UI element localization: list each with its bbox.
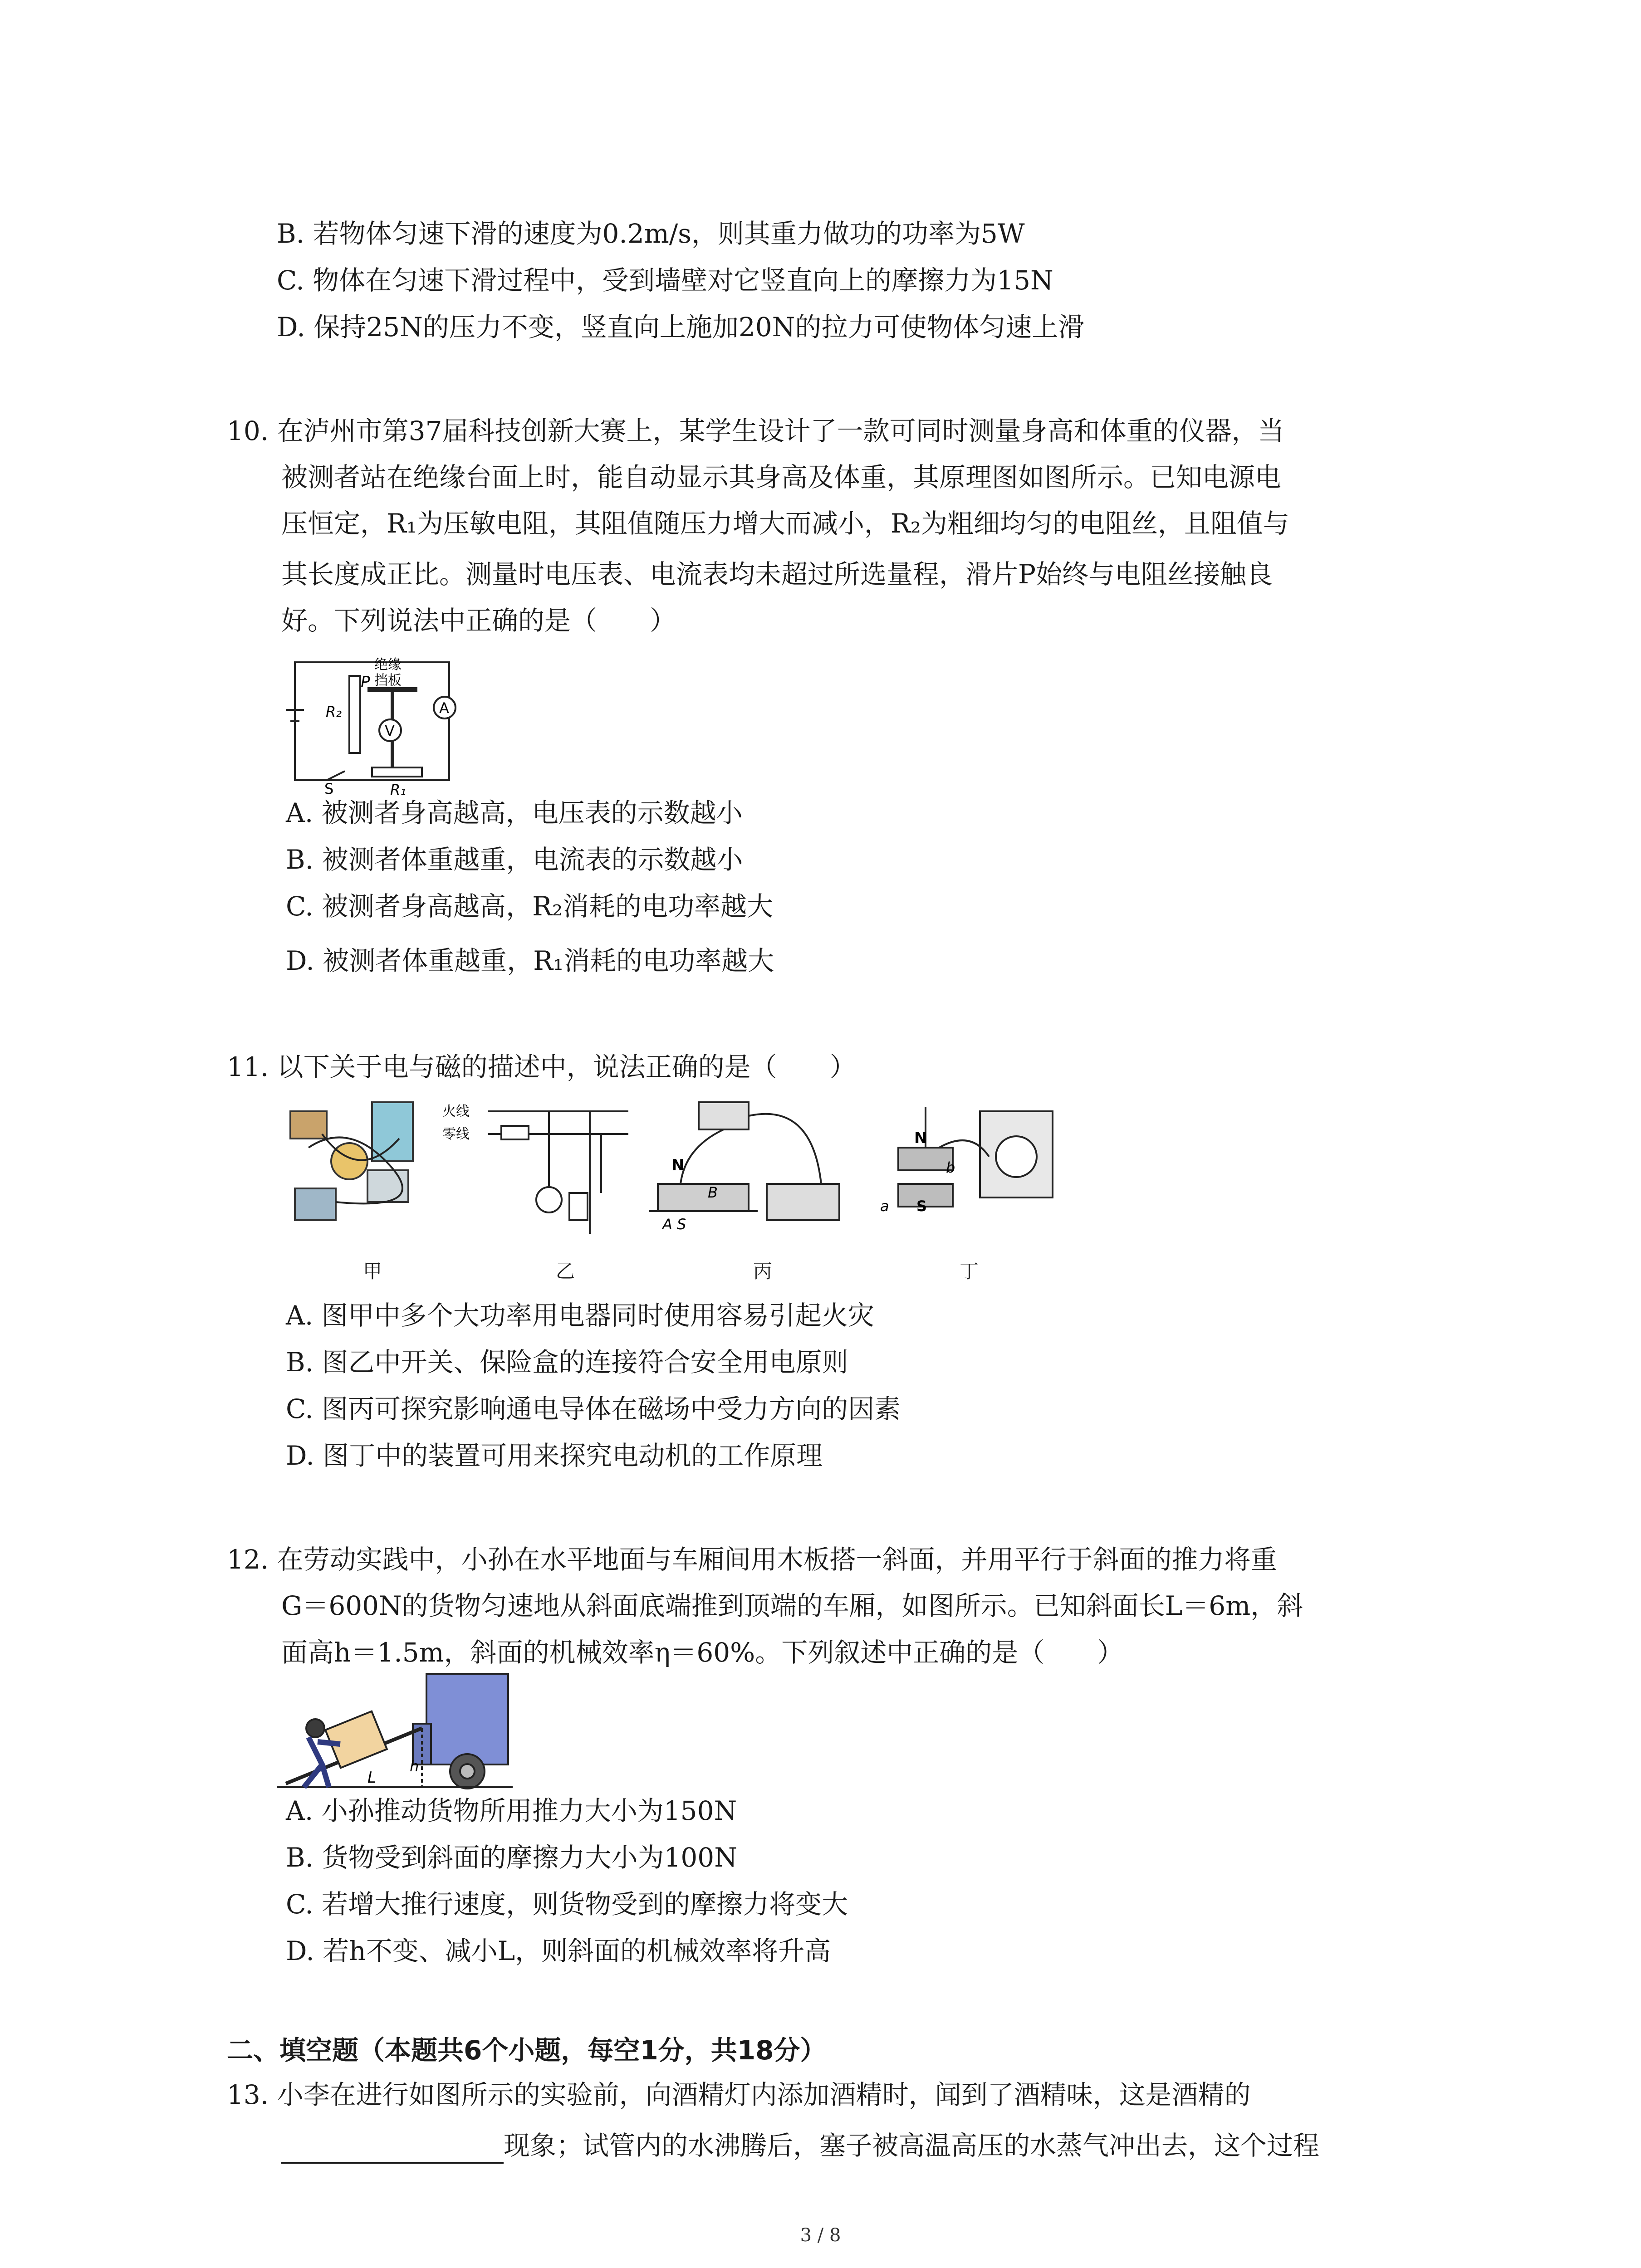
q11-option-a: A. 图甲中多个大功率用电器同时使用容易引起火灾	[286, 1300, 874, 1331]
q10-option-b: B. 被测者体重越重，电流表的示数越小	[286, 844, 743, 875]
q12-fig-h-label: h	[410, 1758, 419, 1775]
q13-line-2-text: 现象；试管内的水沸腾后，塞子被高温高压的水蒸气冲出去，这个过程	[504, 2130, 1320, 2161]
q11-fig-ding-b: b	[946, 1159, 955, 1176]
q10-stem-line-1: 10. 在泸州市第37届科技创新大赛上，某学生设计了一款可同时测量身高和体重的仪器，当	[227, 415, 1284, 446]
q10-fig-p-label: P	[361, 673, 370, 691]
q10-circuit-figure	[281, 649, 476, 798]
q11-figure-jia	[281, 1093, 431, 1238]
q10-stem-line-3: 压恒定，R₁为压敏电阻，其阻值随压力增大而减小，R₂为粗细均匀的电阻丝，且阻值与	[281, 508, 1289, 539]
q11-fig-bing-n: N	[671, 1156, 685, 1174]
q11-fig-ding-s: S	[916, 1198, 927, 1215]
page-number: 3 / 8	[800, 2225, 841, 2246]
q11-option-d: D. 图丁中的装置可用来探究电动机的工作原理	[286, 1440, 823, 1471]
q10-stem-line-4: 其长度成正比。测量时电压表、电流表均未超过所选量程，滑片P始终与电阻丝接触良	[281, 559, 1273, 590]
q13-answer-blank[interactable]	[281, 2135, 504, 2164]
q11-figure-ding	[871, 1093, 1062, 1238]
q12-stem-line-1: 12. 在劳动实践中，小孙在水平地面与车厢间用木板搭一斜面，并用平行于斜面的推力将重	[227, 1544, 1277, 1575]
q11-fig-fire-wire: 火线	[442, 1104, 470, 1119]
q11-figure-yi	[438, 1098, 633, 1243]
q10-option-a: A. 被测者身高越高，电压表的示数越小	[286, 797, 743, 828]
q10-fig-insulate-label: 绝缘	[374, 657, 402, 673]
q11-figure-bing	[640, 1093, 867, 1238]
section-2-heading: 二、填空题（本题共6个小题，每空1分，共18分）	[227, 2035, 827, 2066]
q9-option-b: B. 若物体匀速下滑的速度为0.2m/s，则其重力做功的功率为5W	[277, 218, 1025, 249]
q11-fig-ding-a: a	[880, 1198, 889, 1215]
q12-fig-l-label: L	[367, 1769, 376, 1787]
q11-fig-bing-as: A S	[662, 1216, 686, 1233]
q11-option-c: C. 图丙可探究影响通电导体在磁场中受力方向的因素	[286, 1393, 901, 1424]
q11-fig-zero-wire: 零线	[442, 1126, 470, 1142]
q11-fig-bing-b: B	[708, 1184, 718, 1201]
q9-option-c: C. 物体在匀速下滑过程中，受到墙壁对它竖直向上的摩擦力为15N	[277, 265, 1053, 296]
q9-option-d: D. 保持25N的压力不变，竖直向上施加20N的拉力可使物体匀速上滑	[277, 312, 1085, 342]
q12-option-a: A. 小孙推动货物所用推力大小为150N	[286, 1795, 737, 1826]
q11-stem: 11. 以下关于电与磁的描述中，说法正确的是（ ）	[227, 1051, 856, 1082]
q11-caption-ding: 丁	[960, 1260, 979, 1282]
q12-stem-line-3: 面高h＝1.5m，斜面的机械效率η＝60%。下列叙述中正确的是（ ）	[281, 1637, 1124, 1668]
q13-line-2	[281, 2127, 1319, 2164]
q12-ramp-figure	[277, 1669, 513, 1792]
q12-option-d: D. 若h不变、减小L，则斜面的机械效率将升高	[286, 1936, 831, 1966]
q11-caption-yi: 乙	[556, 1260, 575, 1282]
q10-stem-line-5: 好。下列说法中正确的是（ ）	[281, 605, 676, 636]
q11-caption-bing: 丙	[753, 1260, 773, 1282]
q10-fig-r1-label: R₁	[390, 781, 407, 798]
q10-fig-plate-label: 挡板	[374, 673, 402, 689]
q13-line-1: 13. 小李在进行如图所示的实验前，向酒精灯内添加酒精时，闻到了酒精味，这是酒精的	[227, 2079, 1251, 2110]
q10-option-d: D. 被测者体重越重，R₁消耗的电功率越大	[286, 945, 774, 976]
q10-fig-a-label: A	[439, 699, 449, 717]
q12-option-c: C. 若增大推行速度，则货物受到的摩擦力将变大	[286, 1889, 848, 1920]
q11-caption-jia: 甲	[363, 1260, 382, 1282]
q10-fig-v-label: V	[385, 722, 395, 739]
q11-option-b: B. 图乙中开关、保险盒的连接符合安全用电原则	[286, 1347, 848, 1378]
q10-fig-s-label: S	[324, 780, 334, 797]
q12-stem-line-2: G＝600N的货物匀速地从斜面底端推到顶端的车厢，如图所示。已知斜面长L＝6m，斜	[281, 1590, 1303, 1621]
q10-option-c: C. 被测者身高越高，R₂消耗的电功率越大	[286, 891, 774, 922]
q10-stem-line-2: 被测者站在绝缘台面上时，能自动显示其身高及体重，其原理图如图所示。已知电源电	[281, 462, 1282, 493]
q12-option-b: B. 货物受到斜面的摩擦力大小为100N	[286, 1842, 737, 1873]
q11-fig-ding-n: N	[914, 1129, 927, 1147]
q10-fig-r2-label: R₂	[326, 703, 342, 720]
